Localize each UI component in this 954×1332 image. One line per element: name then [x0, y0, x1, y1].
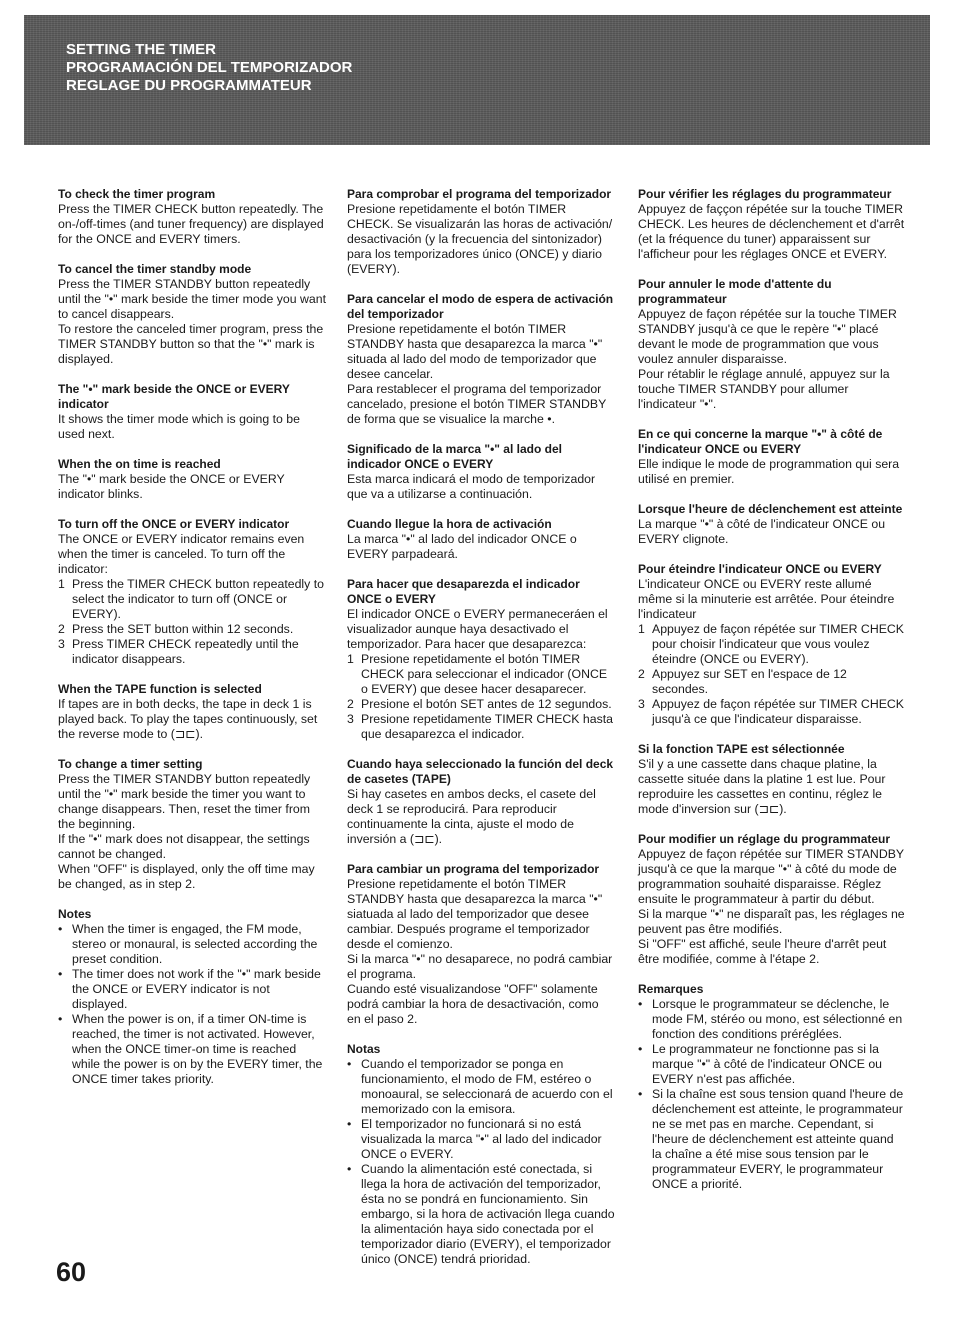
step-item	[347, 712, 615, 742]
step-item	[638, 697, 906, 727]
title-french: REGLAGE DU PROGRAMMATEUR	[66, 77, 312, 94]
section-heading: To check the timer program	[58, 187, 216, 201]
section-paragraph: La marque "•" à côté de l'indicateur ONCE ou EVERY clignote.	[638, 517, 886, 546]
section-paragraph: Si hay casetes en ambos decks, el casete del deck 1 se reproducirá. Para reproducir continuamente la cinta, ajuste el modo de inversión a (⊐⊏).	[347, 787, 596, 846]
section-heading: Remarques	[638, 982, 704, 996]
note-item	[347, 1117, 615, 1162]
section	[58, 682, 326, 742]
section-heading: Para cancelar el modo de espera de activación del temporizador	[347, 292, 614, 321]
step-item	[638, 667, 906, 697]
section-heading: When the on time is reached	[58, 457, 221, 471]
section-heading: Notas	[347, 1042, 381, 1056]
section-paragraph: L'indicateur ONCE ou EVERY reste allumé même si la minuterie est arrêtée. Pour éteindre l'indicateur	[638, 577, 895, 621]
section-paragraph: Si la marca "•" no desaparece, no podrá cambiar el programa.	[347, 952, 613, 981]
note-item	[58, 1012, 326, 1087]
step-text: Appuyez de façon répétée sur TIMER CHECK pour choisir l'indicateur que vous voulez éteindre (ONCE ou EVERY).	[652, 622, 904, 666]
bullet-icon: •	[58, 1012, 63, 1026]
section	[638, 277, 906, 412]
note-list	[58, 922, 326, 1087]
note-item	[58, 967, 326, 1012]
section-heading: Pour modifier un réglage du programmateur	[638, 832, 891, 846]
section-heading: The "•" mark beside the ONCE or EVERY indicator	[58, 382, 290, 411]
step-item	[347, 697, 615, 712]
step-number: 2	[347, 697, 354, 711]
column-english	[58, 187, 326, 1102]
step-number: 1	[58, 577, 65, 591]
section	[347, 187, 615, 277]
note-text: When the timer is engaged, the FM mode, stereo or monaural, is selected according the preset condition.	[72, 922, 318, 966]
step-item	[58, 577, 326, 622]
step-text: Press the TIMER CHECK button repeatedly to select the indicator to turn off (ONCE or EVERY).	[72, 577, 324, 621]
step-item	[638, 622, 906, 667]
section-heading: Notes	[58, 907, 92, 921]
section	[347, 442, 615, 502]
step-item	[58, 622, 326, 637]
section-paragraph: Elle indique le mode de programmation qui sera utilisé en premier.	[638, 457, 900, 486]
note-item	[638, 1087, 906, 1192]
note-text: Le programmateur ne fonctionne pas si la marque "•" à côté de l'indicateur ONCE ou EVERY n'est pas affichée.	[652, 1042, 883, 1086]
section	[58, 757, 326, 892]
section	[58, 907, 326, 1087]
step-text: Presione el botón SET antes de 12 segundos.	[361, 697, 612, 711]
step-text: Appuyez de façon répétée sur TIMER CHECK jusqu'à ce que l'indicateur disparaisse.	[652, 697, 904, 726]
section-paragraph: Si la marque "•" ne disparaît pas, les réglages ne peuvent pas être modifiés.	[638, 907, 905, 936]
step-number: 3	[638, 697, 645, 711]
section-heading: Para cambiar un programa del temporizador	[347, 862, 600, 876]
section-paragraph: El indicador ONCE o EVERY permaneceráen el visualizador aunque haya desactivado el temporizador. Para hacer que desaparezca:	[347, 607, 608, 651]
page-number: 60	[56, 1257, 87, 1287]
step-item	[347, 652, 615, 697]
note-text: When the power is on, if a timer ON-time is reached, the timer is not activated. However, when the ONCE timer-on time is reached while the power is on by the EVERY timer, the ONCE timer takes priority.	[72, 1012, 323, 1086]
note-item	[347, 1057, 615, 1117]
note-text: El temporizador no funcionará si no está visualizada la marca "•" al lado del indicador ONCE o EVERY.	[361, 1117, 602, 1161]
section-paragraph: La marca "•" al lado del indicador ONCE o EVERY parpadeará.	[347, 532, 577, 561]
section	[638, 982, 906, 1192]
section-paragraph: It shows the timer mode which is going to be used next.	[58, 412, 300, 441]
section-heading: Lorsque l'heure de déclenchement est atteinte	[638, 502, 903, 516]
bullet-icon: •	[638, 1087, 643, 1101]
step-list	[58, 577, 326, 667]
section-heading: Si la fonction TAPE est sélectionnée	[638, 742, 845, 756]
section-heading: Pour éteindre l'indicateur ONCE ou EVERY	[638, 562, 882, 576]
section-paragraph: Cuando esté visualizandose "OFF" solamente podrá cambiar la hora de desactivación, como en el paso 2.	[347, 982, 599, 1026]
section-heading: Cuando haya seleccionado la función del deck de casetes (TAPE)	[347, 757, 614, 786]
section-paragraph: Appuyez de faççon répétée sur la touche TIMER CHECK. Les heures de déclenchement et d'arrêt (et la fréquence du tuner) apparaissent sur l'afficheur pour les réglages ONCE et EVERY.	[638, 202, 905, 261]
note-item	[638, 1042, 906, 1087]
section	[58, 187, 326, 247]
section-heading: Cuando llegue la hora de activación	[347, 517, 552, 531]
section-paragraph: Appuyez de façon répétée sur la touche TIMER STANDBY jusqu'à ce que le repère "•" placé devant le mode de programmation que vous voulez annuler disparaisse.	[638, 307, 897, 366]
section-heading: To cancel the timer standby mode	[58, 262, 252, 276]
section	[638, 742, 906, 817]
title-banner	[24, 15, 930, 145]
section	[638, 427, 906, 487]
note-list	[638, 997, 906, 1192]
section-paragraph: Press the TIMER CHECK button repeatedly. The on-/off-times (and tuner frequency) are displayed for the ONCE and EVERY timers.	[58, 202, 324, 246]
section	[58, 517, 326, 667]
note-text: Lorsque le programmateur se déclenche, le mode FM, stéréo ou mono, est sélectionné en fonction des conditions préréglées.	[652, 997, 903, 1041]
section-paragraph: Si "OFF" est affiché, seule l'heure d'arrêt peut être modifiée, comme à l'étape 2.	[638, 937, 887, 966]
section	[58, 457, 326, 502]
section-heading: Para hacer que desaparezda el indicador ONCE o EVERY	[347, 577, 580, 606]
section	[638, 187, 906, 262]
note-text: The timer does not work if the "•" mark beside the ONCE or EVERY indicator is not displayed.	[72, 967, 321, 1011]
step-number: 2	[638, 667, 645, 681]
bullet-icon: •	[347, 1117, 352, 1131]
section-paragraph: To restore the canceled timer program, press the TIMER STANDBY button so that the "•" mark is displayed.	[58, 322, 324, 366]
section-paragraph: Para restablecer el programa del temporizador cancelado, presione el botón TIMER STANDBY de forma que se visualice la marche •.	[347, 382, 607, 426]
section	[347, 757, 615, 847]
step-text: Press TIMER CHECK repeatedly until the indicator disappears.	[72, 637, 299, 666]
banner-titles	[66, 41, 352, 95]
title-english: SETTING THE TIMER	[66, 41, 216, 58]
section	[347, 517, 615, 562]
section-paragraph: Appuyez de façon répétée sur TIMER STANDBY jusqu'à ce que la marque "•" à côté du mode de programmation souhaité disparaisse. Réglez ensuite le programmateur à partir du début.	[638, 847, 904, 906]
step-number: 3	[347, 712, 354, 726]
note-item	[58, 922, 326, 967]
section-paragraph: Press the TIMER STANDBY button repeatedly until the "•" mark beside the timer you want to change disappears. Then, reset the timer from the beginning.	[58, 772, 311, 831]
section	[638, 562, 906, 727]
note-text: Cuando la alimentación esté conectada, si llega la hora de activación del temporizador, ésta no se pondrá en funcionamiento. Sin embargo, si la hora de activación llega cuando la alimentación haya sido conectada por el temporizador diario (EVERY), el temporizador único (ONCE) tendrá prioridad.	[361, 1162, 615, 1266]
section	[638, 502, 906, 547]
section-heading: Para comprobar el programa del temporizador	[347, 187, 612, 201]
note-item	[347, 1162, 615, 1267]
section-paragraph: Presione repetidamente el botón TIMER CHECK. Se visualizarán las horas de activación/ desactivación (y la frecuencia del sintonizador) para los temporizadores único (ONCE) y diario (EVERY).	[347, 202, 613, 276]
section	[638, 832, 906, 967]
section-heading: Pour annuler le mode d'attente du programmateur	[638, 277, 832, 306]
section	[347, 862, 615, 1027]
section-heading: To change a timer setting	[58, 757, 203, 771]
section-paragraph: S'il y a une cassette dans chaque platine, la cassette située dans la platine 1 est lue. Pour reproduire les cassettes en continu, réglez le mode d'inversion sur (⊐⊏).	[638, 757, 886, 816]
section-heading: Pour vérifier les réglages du programmateur	[638, 187, 892, 201]
step-number: 3	[58, 637, 65, 651]
bullet-icon: •	[347, 1162, 352, 1176]
step-text: Press the SET button within 12 seconds.	[72, 622, 294, 636]
section-paragraph: Press the TIMER STANDBY button repeatedly until the "•" mark beside the timer mode you want to cancel disappears.	[58, 277, 326, 321]
column-french	[638, 187, 906, 1207]
title-spanish: PROGRAMACIÓN DEL TEMPORIZADOR	[66, 59, 353, 76]
step-text: Presione repetidamente TIMER CHECK hasta que desaparezca el indicador.	[361, 712, 613, 741]
section-paragraph: When "OFF" is displayed, only the off time may be changed, as in step 2.	[58, 862, 315, 891]
section-paragraph: Esta marca indicará el modo de temporizador que va a utilizarse a continuación.	[347, 472, 596, 501]
section-heading: When the TAPE function is selected	[58, 682, 262, 696]
section-paragraph: The "•" mark beside the ONCE or EVERY indicator blinks.	[58, 472, 285, 501]
bullet-icon: •	[347, 1057, 352, 1071]
section-paragraph: If the "•" mark does not disappear, the settings cannot be changed.	[58, 832, 310, 861]
section	[347, 292, 615, 427]
step-list	[638, 622, 906, 727]
note-text: Cuando el temporizador se ponga en funcionamiento, el modo de FM, estéreo o monoaural, se seleccionará de acuerdo con el memorizado con la emisora.	[361, 1057, 613, 1116]
section-paragraph: Presione repetidamente el botón TIMER STANDBY hasta que desaparezca la marca "•" situada al lado del modo de temporizador que desee cancelar.	[347, 322, 603, 381]
section-heading: En ce qui concerne la marque "•" à côté de l'indicateur ONCE ou EVERY	[638, 427, 883, 456]
section-paragraph: If tapes are in both decks, the tape in deck 1 is played back. To play the tapes continuously, set the reverse mode to (⊐⊏).	[58, 697, 318, 741]
note-item	[638, 997, 906, 1042]
section	[347, 1042, 615, 1267]
step-number: 1	[347, 652, 354, 666]
step-number: 2	[58, 622, 65, 636]
bullet-icon: •	[638, 1042, 643, 1056]
step-list	[347, 652, 615, 742]
section-paragraph: The ONCE or EVERY indicator remains even when the timer is canceled. To turn off the indicator:	[58, 532, 305, 576]
step-text: Appuyez sur SET en l'espace de 12 secondes.	[652, 667, 847, 696]
section	[58, 262, 326, 367]
step-item	[58, 637, 326, 667]
bullet-icon: •	[58, 967, 63, 981]
section	[347, 577, 615, 742]
step-text: Presione repetidamente el botón TIMER CHECK para seleccionar el indicador (ONCE o EVERY) que desee hacer desaparecer.	[361, 652, 608, 696]
note-list	[347, 1057, 615, 1267]
section	[58, 382, 326, 442]
section-paragraph: Pour rétablir le réglage annulé, appuyez sur la touche TIMER STANDBY pour allumer l'indicateur "•".	[638, 367, 890, 411]
section-heading: Significado de la marca "•" al lado del indicador ONCE o EVERY	[347, 442, 562, 471]
section-paragraph: Presione repetidamente el botón TIMER STANDBY hasta que desaparezca la marca "•" siatuada al lado del temporizador que desee cambiar. Después programe el temporizador desde el comienzo.	[347, 877, 603, 951]
section-heading: To turn off the ONCE or EVERY indicator	[58, 517, 290, 531]
note-text: Si la chaîne est sous tension quand l'heure de déclenchement est atteinte, le programmateur ne se met pas en marche. Cependant, si l'heure de déclenchement est atteinte quand la chaîne a été mise sous tension par le programmateur EVERY, le programmateur ONCE a priorité.	[652, 1087, 904, 1191]
bullet-icon: •	[638, 997, 643, 1011]
column-spanish	[347, 187, 615, 1282]
bullet-icon: •	[58, 922, 63, 936]
step-number: 1	[638, 622, 645, 636]
